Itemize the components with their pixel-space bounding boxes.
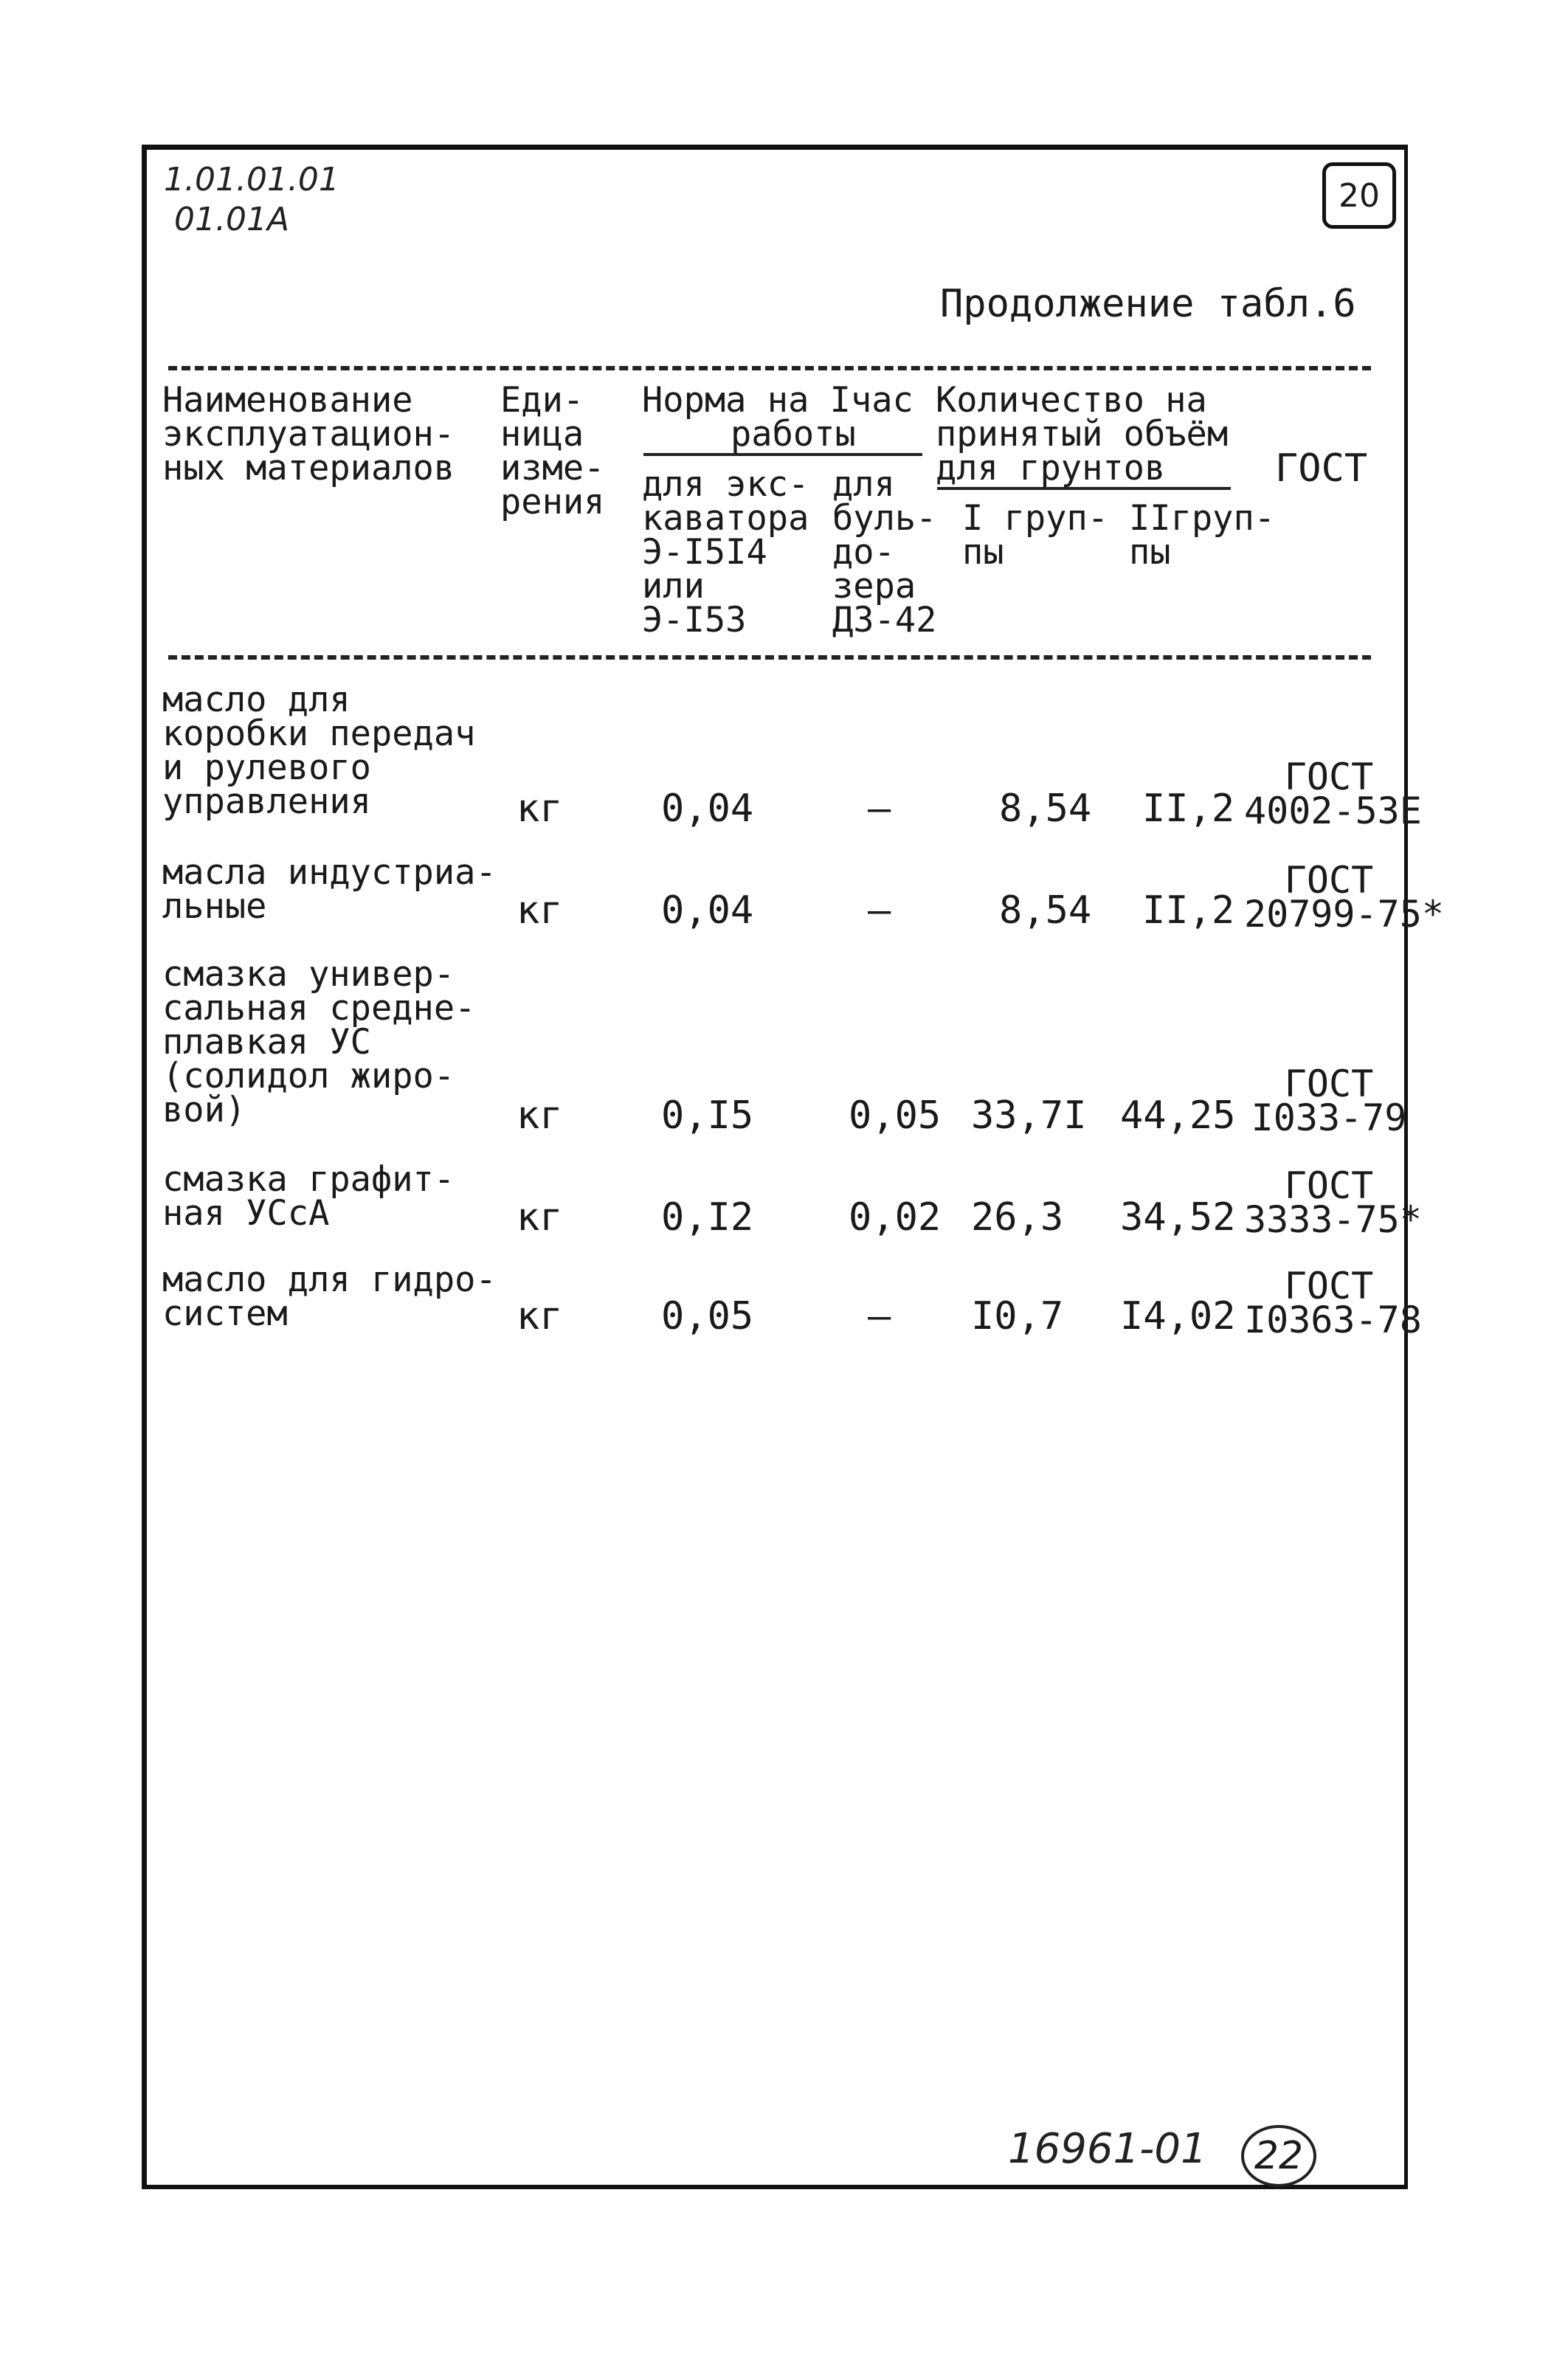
row-material-line: (солидол жиро- bbox=[162, 1056, 455, 1096]
header-norm-bulldozer-line: для bbox=[832, 464, 895, 505]
header-norm-excavator-line: или bbox=[642, 566, 705, 607]
row-gost bbox=[1244, 1265, 1422, 1341]
row-gost bbox=[1244, 859, 1444, 936]
row-material-name bbox=[162, 680, 476, 822]
row-qty-group2: 34,52 bbox=[1120, 1195, 1236, 1240]
row-unit: кг bbox=[517, 1093, 563, 1138]
row-material-line: смазка графит- bbox=[162, 1159, 455, 1200]
row-material-line: коробки передач bbox=[162, 713, 476, 754]
header-quantity-group1-line: пы bbox=[962, 532, 1004, 573]
row-norm-bulldozer: – bbox=[868, 1294, 891, 1338]
footer-sheet-circle bbox=[1241, 2125, 1316, 2187]
row-material-line: льные bbox=[162, 886, 267, 927]
row-gost bbox=[1244, 1164, 1422, 1241]
row-material-line: и рулевого bbox=[162, 747, 371, 788]
header-norm-underline bbox=[643, 453, 922, 456]
header-unit-line: рения bbox=[500, 482, 605, 522]
row-norm-bulldozer: – bbox=[868, 888, 891, 933]
row-norm-excavator: 0,I2 bbox=[661, 1195, 754, 1240]
header-name-line: ных материалов bbox=[162, 448, 455, 488]
row-gost-label: ГОСТ bbox=[1284, 1265, 1374, 1307]
header-bottom-rule bbox=[168, 655, 1371, 660]
row-qty-group1: 8,54 bbox=[999, 787, 1092, 831]
header-quantity-group2-line: IIгруп- bbox=[1129, 498, 1276, 539]
row-gost-number: I033-79 bbox=[1251, 1096, 1407, 1139]
header-quantity-line: для грунтов bbox=[936, 448, 1166, 488]
row-norm-bulldozer: – bbox=[868, 787, 891, 831]
row-qty-group1: 26,3 bbox=[971, 1195, 1064, 1240]
page-number: 20 bbox=[1339, 176, 1380, 215]
row-material-name bbox=[162, 954, 476, 1130]
table-caption: Продолжение табл.6 bbox=[940, 282, 1356, 326]
row-norm-bulldozer: 0,05 bbox=[849, 1093, 942, 1138]
row-qty-group1: I0,7 bbox=[971, 1294, 1064, 1338]
header-unit bbox=[500, 380, 605, 522]
header-quantity-group2 bbox=[1129, 498, 1276, 573]
header-norm-bulldozer bbox=[832, 464, 937, 640]
row-material-line: плавкая УС bbox=[162, 1022, 371, 1063]
row-unit: кг bbox=[517, 1294, 563, 1338]
header-top-rule bbox=[168, 366, 1371, 370]
header-name bbox=[162, 380, 455, 488]
header-unit-line: ница bbox=[500, 414, 584, 455]
row-gost-label: ГОСТ bbox=[1284, 1164, 1374, 1207]
row-gost-label: ГОСТ bbox=[1284, 756, 1374, 798]
row-material-name bbox=[162, 852, 497, 927]
header-quantity bbox=[936, 380, 1229, 488]
row-qty-group2: 44,25 bbox=[1120, 1093, 1236, 1138]
row-material-line: масло для гидро- bbox=[162, 1260, 497, 1300]
header-name-line: эксплуатацион- bbox=[162, 414, 455, 455]
header-gost: ГОСТ bbox=[1275, 446, 1368, 491]
row-unit: кг bbox=[517, 787, 563, 831]
row-material-line: управления bbox=[162, 781, 371, 822]
header-quantity-underline bbox=[937, 487, 1231, 490]
header-norm-excavator-line: каватора bbox=[642, 498, 809, 539]
document-code-2: 01.01А bbox=[174, 201, 290, 238]
row-material-line: систем bbox=[162, 1293, 288, 1334]
row-gost bbox=[1244, 1063, 1414, 1139]
row-gost-label: ГОСТ bbox=[1284, 1063, 1374, 1105]
row-material-line: масла индустриа- bbox=[162, 852, 497, 893]
row-material-line: ная УСсА bbox=[162, 1193, 330, 1234]
header-name-line: Наименование bbox=[162, 380, 413, 421]
header-quantity-line: Количество на bbox=[936, 380, 1207, 421]
row-gost-number: 4002-53Е bbox=[1244, 789, 1422, 832]
row-qty-group2: II,2 bbox=[1142, 888, 1235, 933]
row-gost bbox=[1244, 756, 1422, 832]
row-gost-number: 20799-75* bbox=[1244, 893, 1444, 936]
row-qty-group2: II,2 bbox=[1142, 787, 1235, 831]
row-norm-excavator: 0,I5 bbox=[661, 1093, 754, 1138]
row-material-line: масло для bbox=[162, 680, 350, 720]
row-material-name bbox=[162, 1159, 455, 1234]
header-norm-bulldozer-line: до- bbox=[832, 532, 895, 573]
header-unit-line: Еди- bbox=[500, 380, 584, 421]
row-norm-bulldozer: 0,02 bbox=[849, 1195, 942, 1240]
row-qty-group1: 8,54 bbox=[999, 888, 1092, 933]
document-code-1: 1.01.01.01 bbox=[164, 161, 339, 198]
row-gost-number: I0363-78 bbox=[1244, 1299, 1422, 1341]
row-unit: кг bbox=[517, 1195, 563, 1240]
header-unit-line: изме- bbox=[500, 448, 605, 488]
header-norm-bulldozer-line: буль- bbox=[832, 498, 937, 539]
row-qty-group1: 33,7I bbox=[971, 1093, 1087, 1138]
footer-document-number: 16961-01 bbox=[1008, 2125, 1207, 2173]
header-norm-subtitle: работы bbox=[731, 414, 856, 455]
row-material-line: сальная средне- bbox=[162, 988, 476, 1029]
header-norm-bulldozer-line: ДЗ-42 bbox=[832, 600, 937, 640]
row-unit: кг bbox=[517, 888, 563, 933]
header-quantity-line: принятый объём bbox=[936, 414, 1229, 455]
footer-sheet-number: 22 bbox=[1254, 2134, 1304, 2178]
header-quantity-group1 bbox=[962, 498, 1109, 573]
header-norm-excavator-line: Э-I53 bbox=[642, 600, 747, 640]
page-number-box bbox=[1322, 162, 1396, 229]
header-norm-excavator bbox=[642, 464, 809, 640]
row-norm-excavator: 0,05 bbox=[661, 1294, 754, 1338]
header-norm-bulldozer-line: зера bbox=[832, 566, 916, 607]
row-qty-group2: I4,02 bbox=[1120, 1294, 1236, 1338]
row-norm-excavator: 0,04 bbox=[661, 787, 754, 831]
row-gost-number: 3333-75* bbox=[1244, 1198, 1422, 1241]
header-quantity-group1-line: I груп- bbox=[962, 498, 1109, 539]
row-material-name bbox=[162, 1260, 497, 1334]
header-norm-excavator-line: Э-I5I4 bbox=[642, 532, 767, 573]
row-material-line: вой) bbox=[162, 1090, 246, 1130]
row-norm-excavator: 0,04 bbox=[661, 888, 754, 933]
row-gost-label: ГОСТ bbox=[1284, 859, 1374, 902]
header-norm-excavator-line: для экс- bbox=[642, 464, 809, 505]
row-material-line: смазка универ- bbox=[162, 954, 455, 995]
header-quantity-group2-line: пы bbox=[1129, 532, 1171, 573]
header-norm-title: Норма на Iчас bbox=[642, 380, 913, 421]
